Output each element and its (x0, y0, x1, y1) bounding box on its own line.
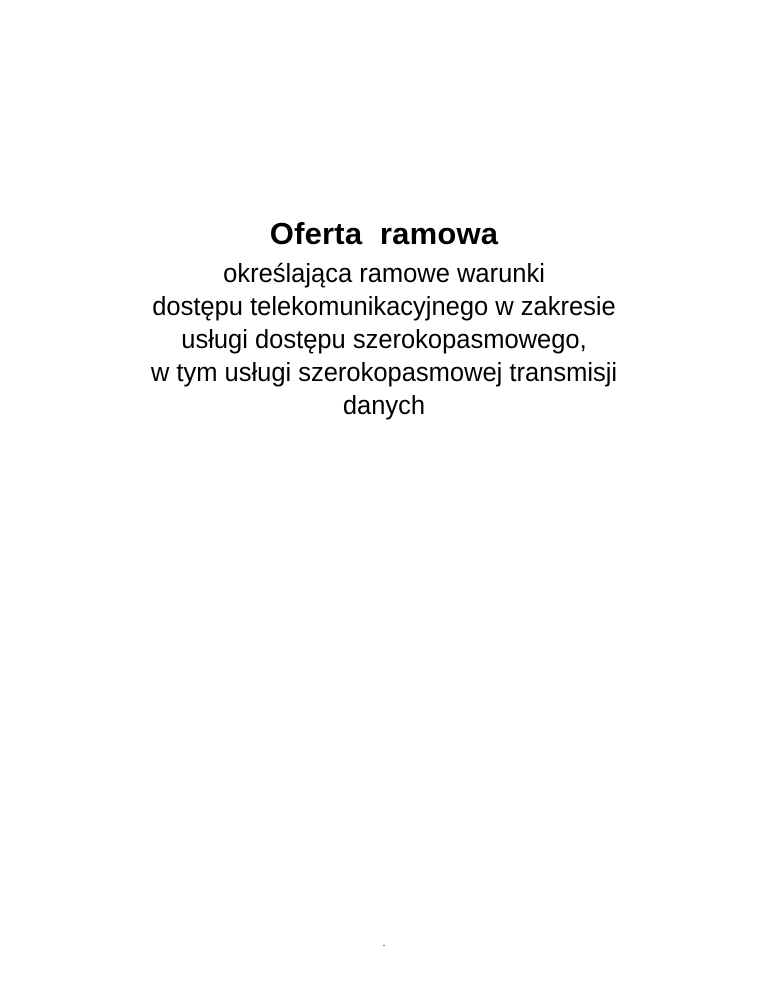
subtitle-line: danych (342, 392, 426, 420)
subtitle-line: dostępu telekomunikacyjnego w zakresie (152, 293, 616, 321)
document-title: Oferta ramowa (269, 216, 499, 251)
subtitle-line: w tym usługi szerokopasmowej transmisji (150, 359, 618, 387)
subtitle-line: określająca ramowe warunki (223, 260, 545, 288)
footer-mark: . (382, 938, 386, 949)
subtitle-line: usługi dostępu szerokopasmowego, (181, 326, 587, 354)
document-subtitle (0, 258, 768, 423)
